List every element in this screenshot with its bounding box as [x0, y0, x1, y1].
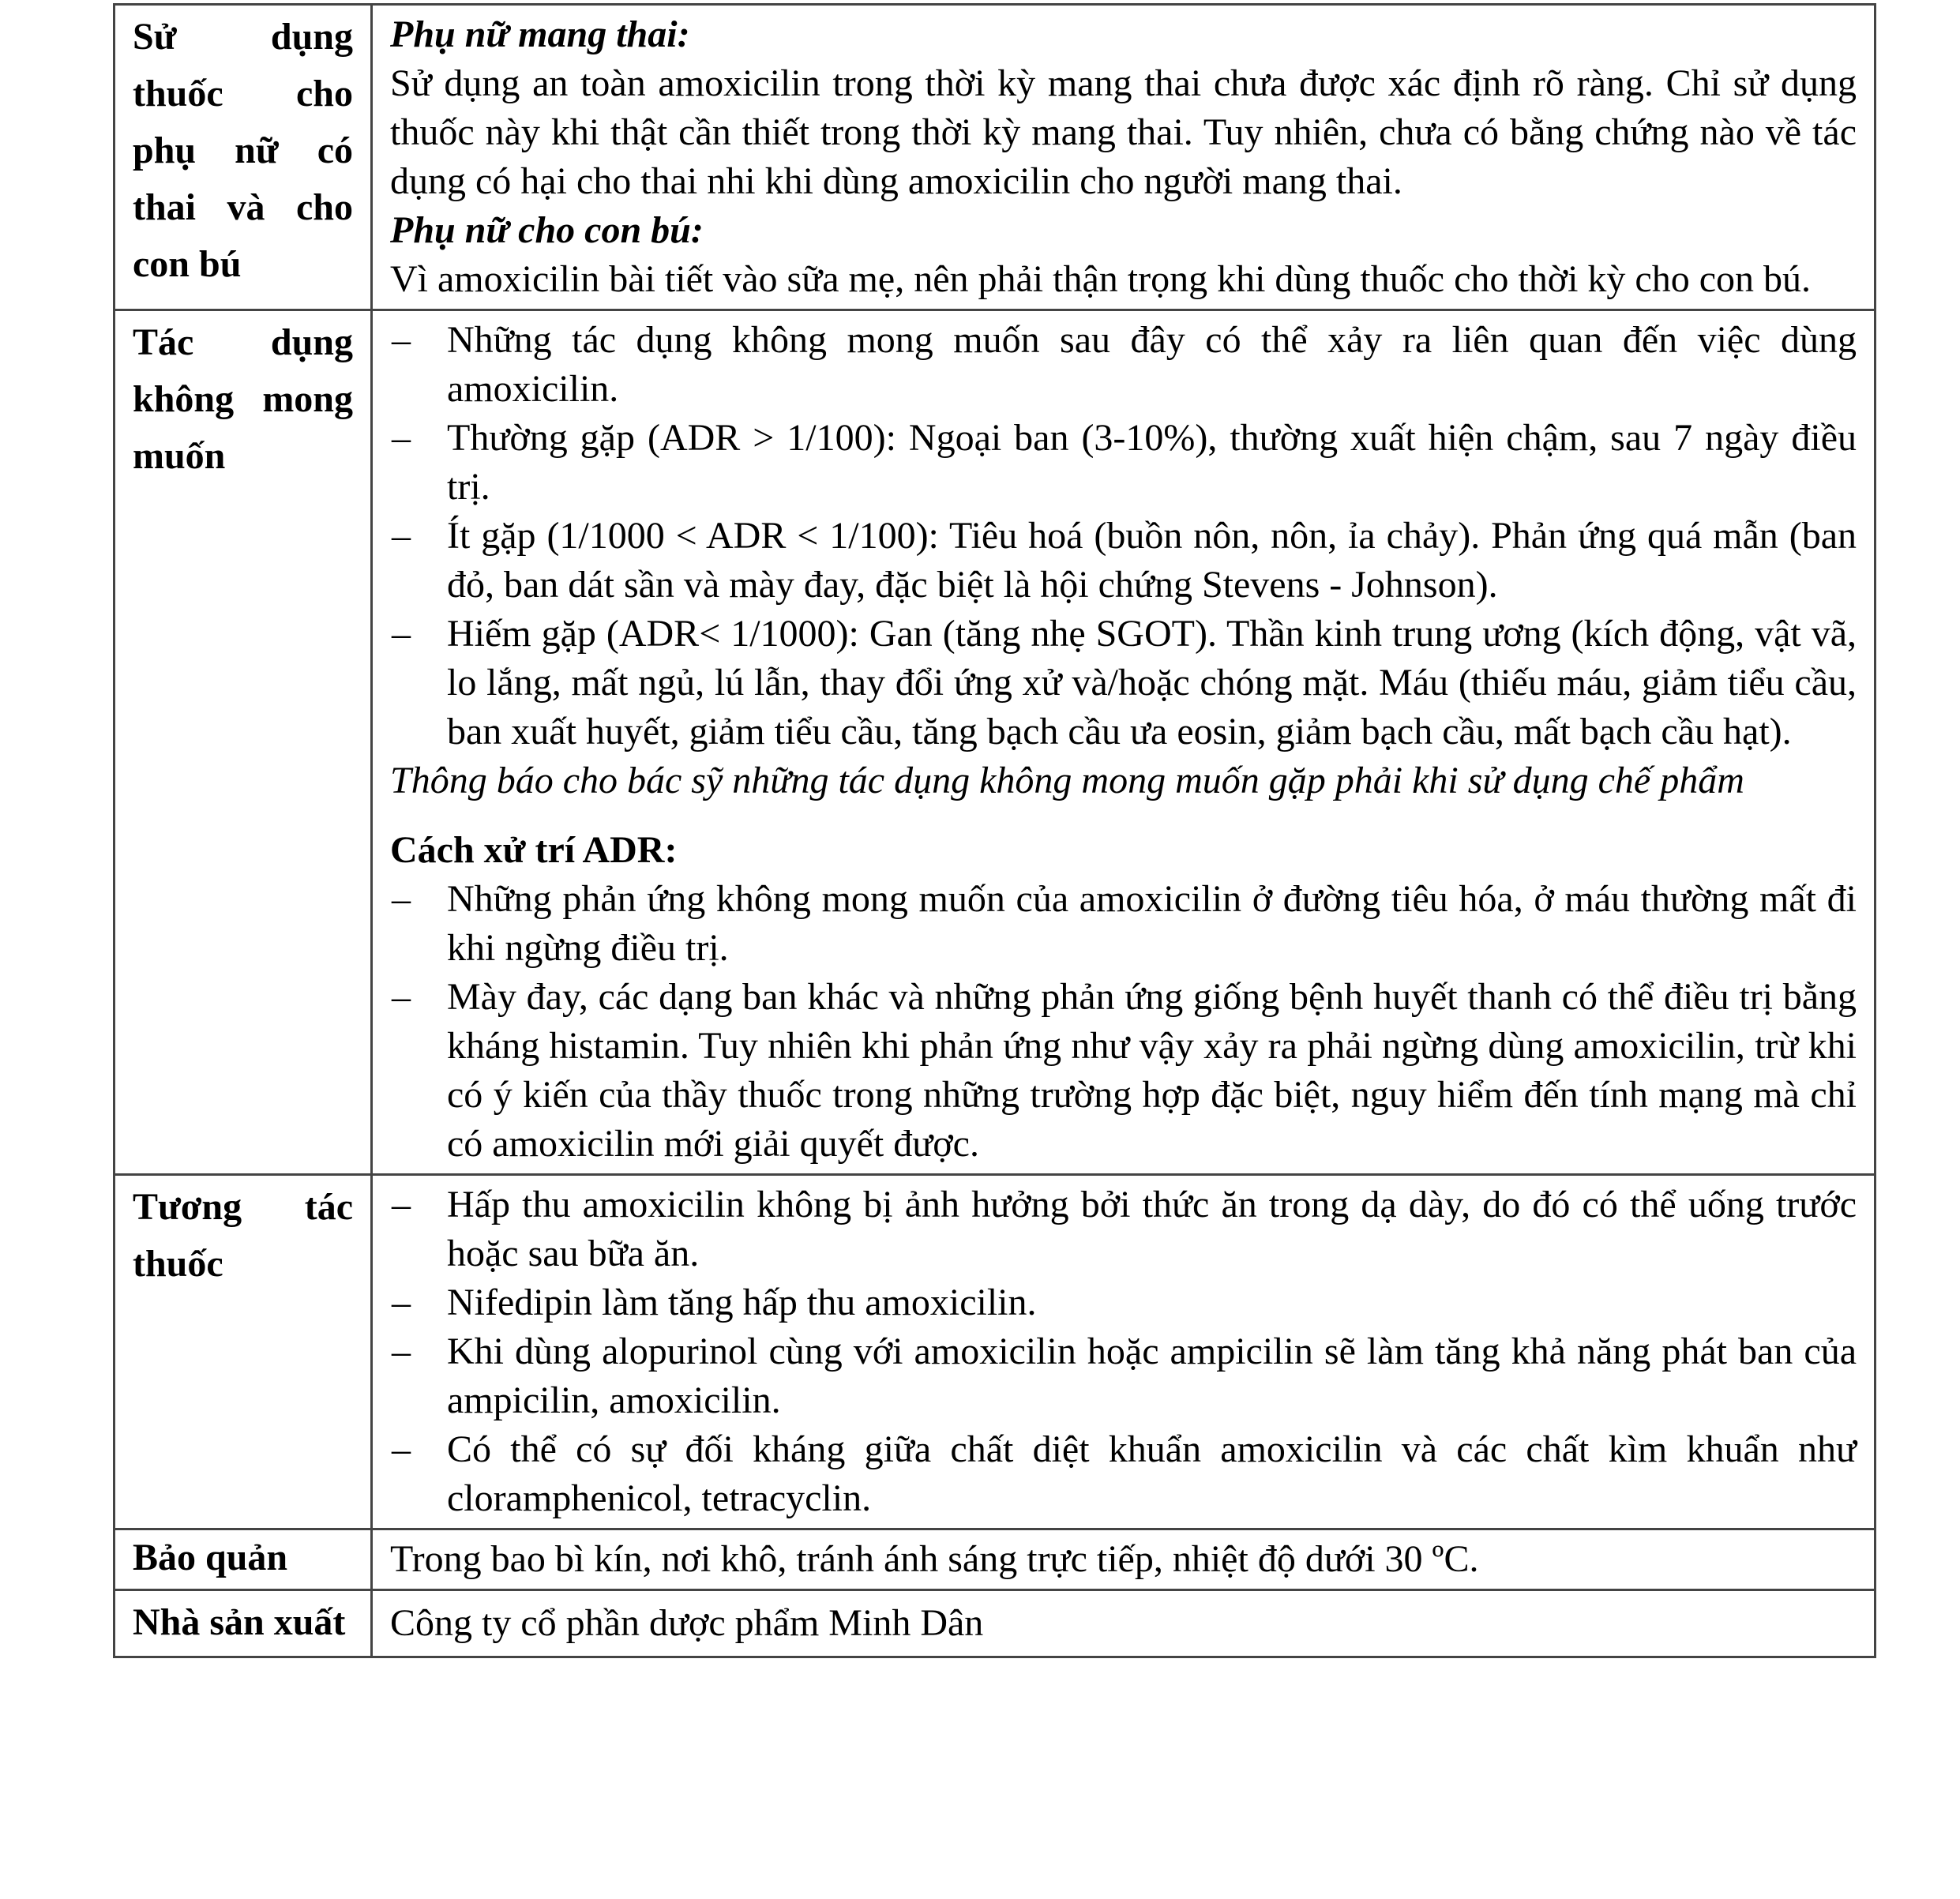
list-item [390, 973, 1857, 1169]
dash-bullet: – [392, 976, 411, 1018]
list-item-text: Hiếm gặp (ADR< 1/1000): Gan (tăng nhẹ SGOT). Thần kinh trung ương (kích động, vật vã, lo lắng, mất ngủ, lú lẫn, thay đổi ứng xử và/hoặc chóng mặt. Máu (thiếu máu, giảm tiểu cầu, ban xuất huyết, giảm tiểu cầu, tăng bạch cầu ưa eosin, giảm bạch cầu, mất bạch cầu hạt). [447, 613, 1857, 752]
drug-info-table [113, 3, 1876, 1658]
list-item-text: Những phản ứng không mong muốn của amoxicilin ở đường tiêu hóa, ở máu thường mất đi khi ngừng điều trị. [447, 878, 1857, 969]
list-item-text: Những tác dụng không mong muốn sau đây có thể xảy ra liên quan đến việc dùng amoxicilin. [447, 319, 1857, 410]
row-content-side-effects [372, 310, 1876, 1175]
list-item-text: Có thể có sự đối kháng giữa chất diệt khuẩn amoxicilin và các chất kìm khuẩn như cloramphenicol, tetracyclin. [447, 1428, 1857, 1519]
table-row-pregnancy [115, 5, 1876, 310]
dash-bullet: – [392, 515, 411, 557]
side-effects-note: Thông báo cho bác sỹ những tác dụng không mong muốn gặp phải khi sử dụng chế phẩm [390, 760, 1744, 801]
dash-bullet: – [392, 1282, 411, 1323]
dash-bullet: – [392, 1330, 411, 1372]
breastfeeding-heading: Phụ nữ cho con bú: [390, 209, 704, 251]
dash-bullet: – [392, 1428, 411, 1470]
row-label-manufacturer: Nhà sản xuất [115, 1590, 372, 1657]
dash-bullet: – [392, 1184, 411, 1225]
row-label-pregnancy: Sử dụng thuốc cho phụ nữ có thai và cho con bú [115, 5, 372, 310]
row-label-storage: Bảo quản [115, 1529, 372, 1590]
list-item [390, 1180, 1857, 1278]
list-item [390, 1327, 1857, 1425]
table-row-manufacturer [115, 1590, 1876, 1657]
table-row-side-effects [115, 310, 1876, 1175]
dash-bullet: – [392, 319, 411, 361]
breastfeeding-text: Vì amoxicilin bài tiết vào sữa mẹ, nên phải thận trọng khi dùng thuốc cho thời kỳ cho con bú. [390, 258, 1812, 300]
side-effects-list [390, 316, 1857, 756]
pregnant-text: Sử dụng an toàn amoxicilin trong thời kỳ mang thai chưa được xác định rõ ràng. Chỉ sử dụng thuốc này khi thật cần thiết trong thời kỳ mang thai. Tuy nhiên, chưa có bằng chứng nào về tác dụng có hại cho thai nhi khi dùng amoxicilin cho người mang thai. [390, 62, 1857, 202]
list-item-text: Thường gặp (ADR > 1/100): Ngoại ban (3-10%), thường xuất hiện chậm, sau 7 ngày điều trị. [447, 417, 1857, 508]
adr-management-heading: Cách xử trí ADR: [390, 829, 678, 871]
list-item-text: Khi dùng alopurinol cùng với amoxicilin hoặc ampicilin sẽ làm tăng khả năng phát ban của ampicilin, amoxicilin. [447, 1330, 1857, 1421]
list-item [390, 512, 1857, 610]
list-item-text: Ít gặp (1/1000 < ADR < 1/100): Tiêu hoá (buồn nôn, nôn, ỉa chảy). Phản ứng quá mẫn (ban đỏ, ban dát sần và mày đay, đặc biệt là hội chứng Stevens - Johnson). [447, 515, 1857, 606]
list-item [390, 1278, 1857, 1327]
dash-bullet: – [392, 613, 411, 655]
list-item-text: Hấp thu amoxicilin không bị ảnh hưởng bởi thức ăn trong dạ dày, do đó có thể uống trước hoặc sau bữa ăn. [447, 1184, 1857, 1274]
row-label-side-effects: Tác dụng không mong muốn [115, 310, 372, 1175]
list-item-text: Mày đay, các dạng ban khác và những phản ứng giống bệnh huyết thanh có thể điều trị bằng kháng histamin. Tuy nhiên khi phản ứng như vậy xảy ra phải ngừng dùng amoxicilin, trừ khi có ý kiến của thầy thuốc trong những trường hợp đặc biệt, nguy hiểm đến tính mạng mà chỉ có amoxicilin mới giải quyết được. [447, 976, 1857, 1165]
list-item-text: Nifedipin làm tăng hấp thu amoxicilin. [447, 1282, 1037, 1323]
interactions-list [390, 1180, 1857, 1523]
pregnant-heading: Phụ nữ mang thai: [390, 13, 690, 55]
table-row-storage [115, 1529, 1876, 1590]
list-item [390, 414, 1857, 512]
table-row-interactions [115, 1175, 1876, 1529]
dash-bullet: – [392, 417, 411, 459]
row-content-interactions [372, 1175, 1876, 1529]
list-item [390, 875, 1857, 973]
row-label-interactions: Tương tác thuốc [115, 1175, 372, 1529]
row-content-storage: Trong bao bì kín, nơi khô, tránh ánh sáng trực tiếp, nhiệt độ dưới 30 ºC. [372, 1529, 1876, 1590]
list-item [390, 610, 1857, 756]
dash-bullet: – [392, 878, 411, 920]
list-item [390, 316, 1857, 414]
list-item [390, 1425, 1857, 1523]
row-content-manufacturer: Công ty cổ phần dược phẩm Minh Dân [372, 1590, 1876, 1657]
row-content-pregnancy [372, 5, 1876, 310]
adr-management-list [390, 875, 1857, 1169]
